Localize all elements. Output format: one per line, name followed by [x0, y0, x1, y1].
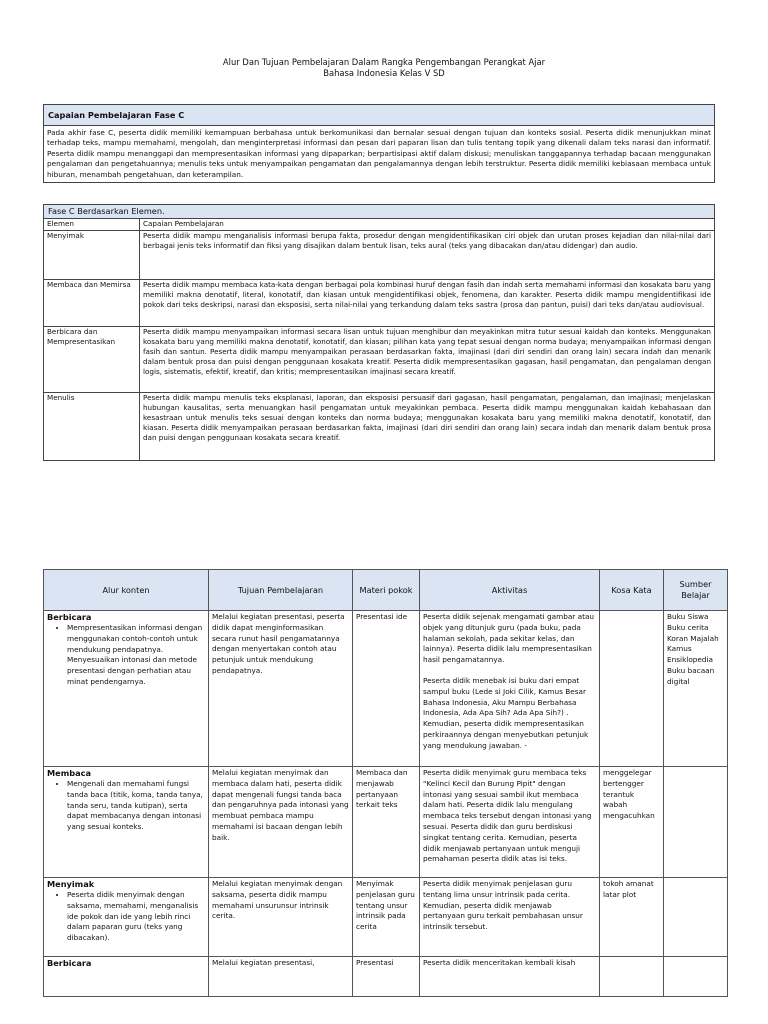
sumber-cell [664, 957, 728, 997]
materi-cell: Menyimak penjelasan guru tentang unsur intrinsik pada cerita [353, 878, 420, 957]
sumber-cell: Buku Siswa Buku cerita Koran Majalah Kamus Ensiklopedia Buku bacaan digital [664, 611, 728, 767]
table-row [44, 392, 714, 460]
aktivitas-cell [420, 611, 600, 767]
sumber-cell [664, 767, 728, 878]
table-row [44, 326, 714, 392]
alur-bullet: • Mengenali dan memahami fungsi tanda baca (titik, koma, tanda tanya, tanda seru, tanda kutipan), serta dapat membacanya dengan intonasi yang sesuai konteks. [67, 779, 205, 833]
capaian-cell: Peserta didik mampu menganalisis informasi berupa fakta, prosedur dengan mengidentifikasikan ciri objek dan urutan proses kejadian dan nilai-nilai dari berbagai jenis teks informatif dan fiksi yang disajikan dalam bentuk lisan, teks aural (teks yang dibacakan dan/atau didengar) dan audio. [140, 230, 715, 279]
elemen-cell: Menulis [44, 392, 140, 460]
table-row [44, 611, 728, 767]
fase-c-table [43, 204, 715, 461]
document-subtitle: Bahasa Indonesia Kelas V SD [323, 68, 445, 78]
col-header-elemen: Elemen [44, 219, 140, 230]
aktivitas-cell: Peserta didik menyimak guru membaca teks "Kelinci Kecil dan Burung Pipit" dengan intonasi yang sesuai sambil ikut membaca dalam hati. Peserta didik lalu mengulang membaca teks tersebut dengan intonasi yang sesuai. Peserta didik dan guru berdiskusi singkat tentang cerita. Kemudian, peserta didik menjawab pertanyaan untuk menguji pemahaman peserta didik atas isi teks. [420, 767, 600, 878]
alur-tujuan-table [43, 569, 728, 997]
alur-konten-cell [44, 957, 209, 997]
alur-bullet: • Peserta didik menyimak dengan saksama, memahami, menganalisis ide pokok dan ide yang lebih rinci dalam paparan guru (teks yang dibacakan). [67, 890, 205, 944]
table-row [44, 219, 714, 230]
tujuan-cell: Melalui kegiatan menyimak dengan saksama, peserta didik mampu memahami unsurunsur intrinsik cerita. [209, 878, 353, 957]
capaian-header: Capaian Pembelajaran Fase C [44, 105, 714, 126]
col-header-materi: Materi pokok [353, 570, 420, 611]
section-label: Membaca [47, 768, 91, 778]
table-header-row [44, 570, 728, 611]
document-title: Alur Dan Tujuan Pembelajaran Dalam Rangka Pengembangan Perangkat Ajar [222, 57, 546, 67]
section-label: Berbicara [47, 612, 92, 622]
col-header-alur-konten: Alur konten [44, 570, 209, 611]
table-row [44, 878, 728, 957]
table-row [44, 279, 714, 326]
capaian-cell: Peserta didik mampu menyampaikan informasi secara lisan untuk tujuan menghibur dan meyakinkan mitra tutur sesuai kaidah dan konteks. Menggunakan kosakata baru yang memiliki makna denotatif, konotatif, dan kiasan; pilihan kata yang tepat sesuai dengan norma budaya; menyampaikan informasi dengan fasih dan santun. Peserta didik mampu menyampaikan perasaan berdasarkan fakta, imajinasi (dari diri sendiri dan orang lain) secara indah dan menarik dalam bentuk prosa dan puisi dengan penggunaan kosakata kreatif. Peserta didik mempresentasikan gagasan, hasil pengamatan, dan pengalaman dengan logis, sistematis, efektif, kreatif, dan kritis; mempresentasikan imajinasi secara kreatif. [140, 326, 715, 392]
kosa-kata-cell: tokoh amanat latar plot [600, 878, 664, 957]
capaian-body: Pada akhir fase C, peserta didik memiliki kemampuan berbahasa untuk berkomunikasi dan bernalar sesuai dengan tujuan dan konteks sosial. Peserta didik menunjukkan minat terhadap teks, mampu memahami, mengolah, dan menginterpretasi informasi dan pesan dari paparan lisan dan tulis tentang topik yang dikenali dalam teks narasi dan informatif. Peserta didik mampu menanggapi dan mempresentasikan informasi yang dipaparkan; berpartisipasi aktif dalam diskusi; menuliskan tanggapannya terhadap bacaan menggunakan pengalaman dan pengetahuannya; menulis teks untuk menyampaikan pengamatan dan pengalamannya dengan lebih terstruktur. Peserta didik memiliki kebiasaan membaca untuk hiburan, menambah pengetahuan, dan keterampilan. [47, 128, 711, 179]
alur-konten-cell [44, 611, 209, 767]
aktivitas-cell: Peserta didik menceritakan kembali kisah [420, 957, 600, 997]
table-row [44, 767, 728, 878]
section-label: Menyimak [47, 879, 95, 889]
table-row [44, 230, 714, 279]
tujuan-cell: Melalui kegiatan presentasi, peserta didik dapat menginformasikan secara runut hasil pengamatannya dengan menyertakan contoh atau petunjuk untuk mendukung pendapatnya. [209, 611, 353, 767]
fase-c-header: Fase C Berdasarkan Elemen. [44, 205, 714, 219]
sumber-cell [664, 878, 728, 957]
capaian-box [43, 104, 715, 183]
elemen-cell: Membaca dan Memirsa [44, 279, 140, 326]
alur-konten-cell [44, 767, 209, 878]
elemen-cell: Berbicara dan Mempresentasikan [44, 326, 140, 392]
capaian-cell: Peserta didik mampu menulis teks eksplanasi, laporan, dan eksposisi persuasif dari gagasan, hasil pengamatan, pengalaman, dan imajinasi; menjelaskan hubungan kausalitas, serta menuangkan hasil pengamatan untuk meyakinkan pembaca. Peserta didik mampu menggunakan kaidah kebahasaan dan kesastraan untuk menulis teks sesuai dengan konteks dan norma budaya; menggunakan kosakata baru yang memiliki makna denotatif, konotatif, dan kiasan. Peserta didik menyampaikan perasaan berdasarkan fakta, imajinasi (dari diri sendiri dan orang lain) secara indah dan menarik dalam bentuk prosa dan puisi dengan penggunaan kosakata secara kreatif. [140, 392, 715, 460]
materi-cell: Presentasi [353, 957, 420, 997]
col-header-kosa-kata: Kosa Kata [600, 570, 664, 611]
kosa-kata-cell [600, 611, 664, 767]
kosa-kata-cell: menggelegar bertengger terantuk wabah mengacuhkan [600, 767, 664, 878]
materi-cell: Membaca dan menjawab pertanyaan terkait teks [353, 767, 420, 878]
col-header-aktivitas: Aktivitas [420, 570, 600, 611]
col-header-sumber: Sumber Belajar [664, 570, 728, 611]
kosa-kata-cell [600, 957, 664, 997]
tujuan-cell: Melalui kegiatan menyimak dan membaca dalam hati, peserta didik dapat mengenali fungsi tanda baca dan pengaruhnya pada intonasi yang membuat pembaca mampu memahami isi bacaan dengan lebih baik. [209, 767, 353, 878]
col-header-tujuan: Tujuan Pembelajaran [209, 570, 353, 611]
section-label: Berbicara [47, 958, 92, 968]
table-row [44, 957, 728, 997]
capaian-cell: Peserta didik mampu membaca kata-kata dengan berbagai pola kombinasi huruf dengan fasih dan indah serta memahami informasi dan kosakata baru yang memiliki makna denotatif, literal, konotatif, dan kiasan untuk mengidentifikasi objek, fenomena, dan karakter. Peserta didik mampu mengidentifikasi ide pokok dari teks deskripsi, narasi dan eksposisi, serta nilai-nilai yang terkandung dalam teks sastra (prosa dan pantun, puisi) dari teks dan/atau audiovisual. [140, 279, 715, 326]
materi-cell: Presentasi ide [353, 611, 420, 767]
elemen-cell: Menyimak [44, 230, 140, 279]
alur-bullet: • Mempresentasikan informasi dengan menggunakan contoh-contoh untuk mendukung pendapatnya. Menyesuaikan intonasi dan metode presentasi dengan perhatian atau minat pendengarnya. [67, 623, 205, 688]
tujuan-cell: Melalui kegiatan presentasi, [209, 957, 353, 997]
aktivitas-paragraph: Peserta didik sejenak mengamati gambar atau objek yang ditunjuk guru (pada buku, pada halaman sekolah, pada sekitar kelas, dan lainnya). Peserta didik lalu mempresentasikan hasil pengamatannya. [423, 612, 595, 665]
aktivitas-cell: Peserta didik menyimak penjelasan guru tentang lima unsur intrinsik pada cerita. Kemudian, peserta didik menjawab pertanyaan guru terkait pembahasan unsur intrinsik tersebut. [420, 878, 600, 957]
col-header-capaian: Capaian Pembelajaran [143, 219, 224, 228]
aktivitas-paragraph: Peserta didik menebak isi buku dari empat sampul buku (Lede si Joki Cilik, Kamus Besar Bahasa Indonesia, Aku Mampu Berbahasa Indonesia, Ada Apa Sih? Ada Apa Sih?) . Kemudian, peserta didik mempresentasikan perkiraannya dengan menyebutkan petunjuk yang mendukung jawaban. - [423, 675, 589, 750]
alur-konten-cell [44, 878, 209, 957]
